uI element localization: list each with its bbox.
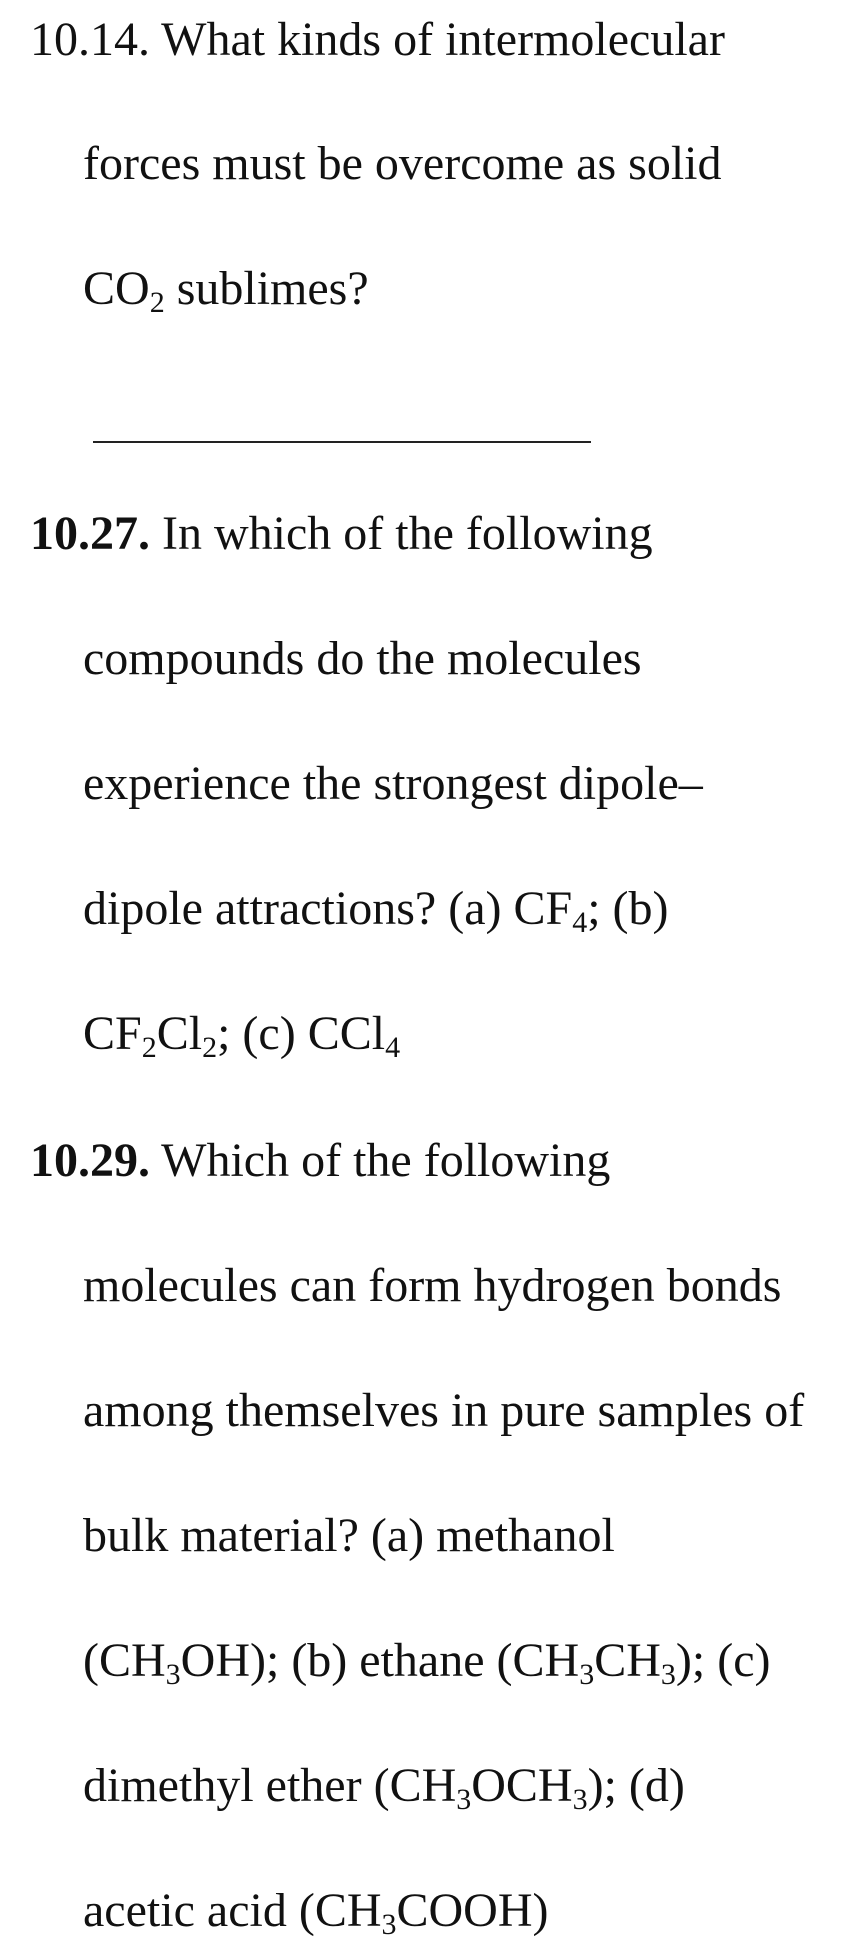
text-run: acetic acid (CH xyxy=(83,1884,382,1937)
text-run: dimethyl ether (CH xyxy=(83,1759,457,1812)
question-text: experience the strongest dipole– xyxy=(83,757,703,810)
question-number: 10.27. xyxy=(30,507,150,560)
subscript: 3 xyxy=(572,1783,588,1816)
text-run: CH xyxy=(594,1634,661,1687)
subscript: 2 xyxy=(141,1031,157,1064)
answer-blank-line xyxy=(93,441,591,443)
text-run: sublimes? xyxy=(164,262,369,315)
text-run: Cl xyxy=(156,1007,203,1060)
subscript: 2 xyxy=(202,1031,218,1064)
text-run: CF xyxy=(83,1007,142,1060)
q1029-line-5 xyxy=(83,1633,770,1689)
q1029-line-6 xyxy=(83,1758,685,1814)
text-run: ; (c) CCl xyxy=(217,1007,386,1060)
q1027-line-5 xyxy=(83,1006,400,1062)
subscript: 3 xyxy=(381,1908,397,1941)
subscript: 4 xyxy=(385,1031,401,1064)
subscript: 4 xyxy=(572,906,588,939)
text-run: CO xyxy=(83,262,150,315)
question-text: What kinds of intermolecular xyxy=(161,13,725,66)
q1029-line-3 xyxy=(83,1383,804,1439)
question-number: 10.29. xyxy=(30,1134,150,1187)
question-text: compounds do the molecules xyxy=(83,632,642,685)
q1029-line-4 xyxy=(83,1508,615,1564)
question-text: In which of the following xyxy=(162,507,653,560)
subscript: 3 xyxy=(165,1658,181,1691)
text-run: dipole attractions? (a) CF xyxy=(83,882,573,935)
question-number: 10.14. xyxy=(30,13,150,66)
text-run: ); (c) xyxy=(675,1634,771,1687)
question-text: bulk material? (a) methanol xyxy=(83,1509,615,1562)
question-text: forces must be overcome as solid xyxy=(83,137,722,190)
subscript: 3 xyxy=(456,1783,472,1816)
question-text: molecules can form hydrogen bonds xyxy=(83,1259,782,1312)
q1014-line-1 xyxy=(30,12,725,68)
text-run: ; (b) xyxy=(587,882,669,935)
question-text: Which of the following xyxy=(161,1134,611,1187)
text-run: OCH xyxy=(471,1759,573,1812)
subscript: 3 xyxy=(579,1658,595,1691)
question-text: among themselves in pure samples of xyxy=(83,1384,805,1437)
text-run: COOH) xyxy=(396,1884,549,1937)
q1029-line-1 xyxy=(30,1133,610,1189)
subscript: 3 xyxy=(660,1658,676,1691)
q1014-line-3 xyxy=(83,261,369,317)
q1029-line-2 xyxy=(83,1258,781,1314)
text-run: OH); (b) ethane (CH xyxy=(180,1634,580,1687)
text-run: ); (d) xyxy=(587,1759,685,1812)
subscript: 2 xyxy=(149,286,165,319)
q1027-line-3 xyxy=(83,756,703,812)
q1029-line-7 xyxy=(83,1883,549,1939)
q1027-line-4 xyxy=(83,881,669,937)
q1014-line-2 xyxy=(83,136,721,192)
text-run: (CH xyxy=(83,1634,166,1687)
q1027-line-1 xyxy=(30,506,653,562)
q1027-line-2 xyxy=(83,631,642,687)
